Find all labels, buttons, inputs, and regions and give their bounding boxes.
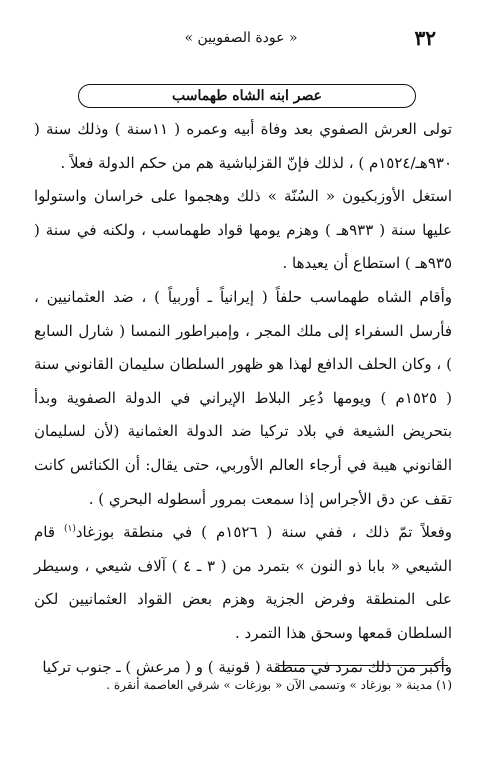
page-number: ٣٢ [414,26,436,50]
section-title: عصر ابنه الشاه طهماسب [78,84,416,108]
footnote-divider [278,665,448,666]
body-text [34,113,452,684]
running-title: « عودة الصفويين » [184,30,298,46]
paragraph-1: تولى العرش الصفوي بعد وفاة أبيه وعمره ( ١١سنة ) وذلك سنة ( ٩٣٠هـ/١٥٢٤م ) ، لذلك فإنّ القزلباشية هم من حكم الدولة فعلاً . [34,120,453,172]
paragraph-4-continued: قام الشيعي « بابا ذو النون » بتمرد من ( ٣ ـ ٤ ) آلاف شيعي ، وسيطر على المنطقة وفرض الجزية وهزم بعض القواد العثمانيين لكن السلطان قمعها وسحق هذا التمرد . [34,523,452,642]
paragraph-4-text: وفعلاً تمّ ذلك ، ففي سنة ( ١٥٢٦م ) في منطقة بوزغاد [75,523,452,542]
page-header [40,26,442,54]
paragraph-2: استغل الأوزبكيون « السُنّة » ذلك وهجموا على خراسان واستولوا عليها سنة ( ٩٣٣هـ ) وهزم يومها قواد طهماسب ، ولكنه في سنة ( ٩٣٥هـ ) استطاع أن يعيدها . [34,187,452,273]
paragraph-5: وأكبر من ذلك تمرد في منطقة ( قونية ) و ( مرعش ) ـ جنوب تركيا [42,657,452,676]
paragraph-4 [34,516,452,650]
footnote-marker: (١) [64,524,76,535]
paragraph-3: وأقام الشاه طهماسب حلفاً ( إيرانياً ـ أوربياً ) ، ضد العثمانيين ، فأرسل السفراء إلى ملك المجر ، وإمبراطور النمسا ( شارل السابع ) ، وكان الحلف الدافع لهذا هو ظهور السلطان سليمان القانوني سنة ( ١٥٢٥م ) ويومها دُعِر البلاط الإيراني في الدولة الصفوية وبدأ بتحريض الشيعة في بلاد تركيا ضد الدولة العثمانية (لأن لسليمان القانوني هيبة في أرجاء العالم الأوربي، حتى يقال: أن الكنائس كانت تقف عن دق الأجراس إذا سمعت بمرور أسطوله البحري ) . [34,287,452,508]
footnote: (١) مدينة « بوزغاد » وتسمى الآن « بوزغات » شرقي العاصمة أنقرة . [106,678,452,692]
